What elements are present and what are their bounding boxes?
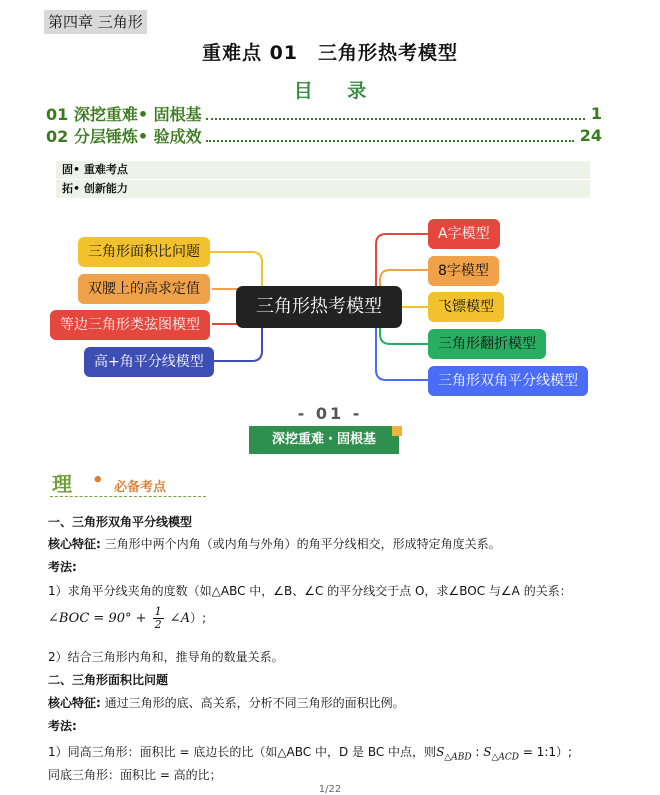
item-text-post: = 1:1）; [519,745,573,759]
mindmap-node: 8字模型 [428,256,499,286]
item-text-pre: 1）同高三角形：面积比 = 底边长的比（如△ABC 中，D 是 BC 中点，则 [48,745,437,759]
item-text-area-ratio [48,744,572,765]
mindmap-node: 高+角平分线模型 [84,347,214,377]
fraction-numerator: 1 [154,605,162,618]
toc-entry[interactable] [46,123,602,147]
feature-text: 通过三角形的底、高关系，分析不同三角形的面积比例。 [104,696,405,710]
feature-line [48,695,405,711]
feature-line [48,536,501,552]
toc-entry-label: 01 深挖重难• 固根基 [46,104,202,124]
item-text: 1）求角平分线夹角的度数（如△ABC 中，∠B、∠C 的平分线交于点 O，求∠BOC 与∠A 的关系： [48,584,572,598]
feature-label: 核心特征: [48,537,101,551]
mindmap-node: 飞镖模型 [428,292,504,322]
area-symbol: S [483,745,492,759]
mindmap-node: 双腰上的高求定值 [78,274,210,304]
toc-sub-entry[interactable]: 拓• 创新能力 [56,180,590,198]
must-know-underline [50,496,206,497]
toc-entry-page: 1 [590,103,602,123]
toc-entry[interactable] [46,101,602,125]
formula-rhs: ∠A [169,611,191,626]
mindmap-node: 三角形翻折模型 [428,329,546,359]
formula-tail: ）; [190,611,207,625]
document-title: 重难点 01 三角形热考模型 [201,42,459,64]
area-subscript: △ABD [444,752,472,763]
page-number: 1/22 [318,784,342,795]
banner-corner-decoration [392,426,402,436]
toc-entry-label: 02 分层锤炼• 验成效 [46,126,202,146]
mindmap-node: 三角形双角平分线模型 [428,366,588,396]
fraction-denominator: 2 [154,618,162,631]
formula-fraction [153,606,164,631]
kaofa-label: 考法: [48,719,77,733]
chapter-tag: 第四章 三角形 [44,10,147,34]
area-subscript: △ACD [491,752,519,763]
formula-boc [48,606,206,631]
formula-lhs: ∠BOC = 90° + [48,611,147,626]
toc-dot-leader [206,106,585,120]
connector [376,322,428,380]
item-text: 2）结合三角形内角和，推导角的数量关系。 [48,650,284,664]
section-banner: 深挖重难・固根基 [249,426,399,454]
mindmap-node: A字模型 [428,219,500,249]
toc-entry-page: 24 [579,125,602,145]
must-know-label: 必备考点 [114,480,167,495]
feature-text: 三角形中两个内角（或内角与外角）的角平分线相交，形成特定角度关系。 [104,537,501,551]
toc-sub-entry[interactable]: 固• 重难考点 [56,161,590,179]
kaofa-label: 考法: [48,560,77,574]
section-number: - 01 - [297,404,363,423]
heading-area-ratio: 二、三角形面积比问题 [48,673,169,687]
heading-angle-bisector-model: 一、三角形双角平分线模型 [48,515,193,529]
mindmap [0,210,660,400]
toc-title: 目 录 [293,80,381,102]
mindmap-node: 三角形面积比问题 [78,237,210,267]
must-know-dot: • [92,470,104,491]
connector [212,328,262,361]
toc-dot-leader [206,128,574,142]
item-text: 同底三角形：面积比 = 高的比； [48,768,222,782]
feature-label: 核心特征: [48,696,101,710]
mindmap-center-node: 三角形热考模型 [236,286,402,328]
ratio-colon: : [471,745,484,759]
area-symbol: S [436,745,445,759]
must-know-badge: 理 [52,472,72,496]
mindmap-node: 等边三角形类弦图模型 [50,310,210,340]
